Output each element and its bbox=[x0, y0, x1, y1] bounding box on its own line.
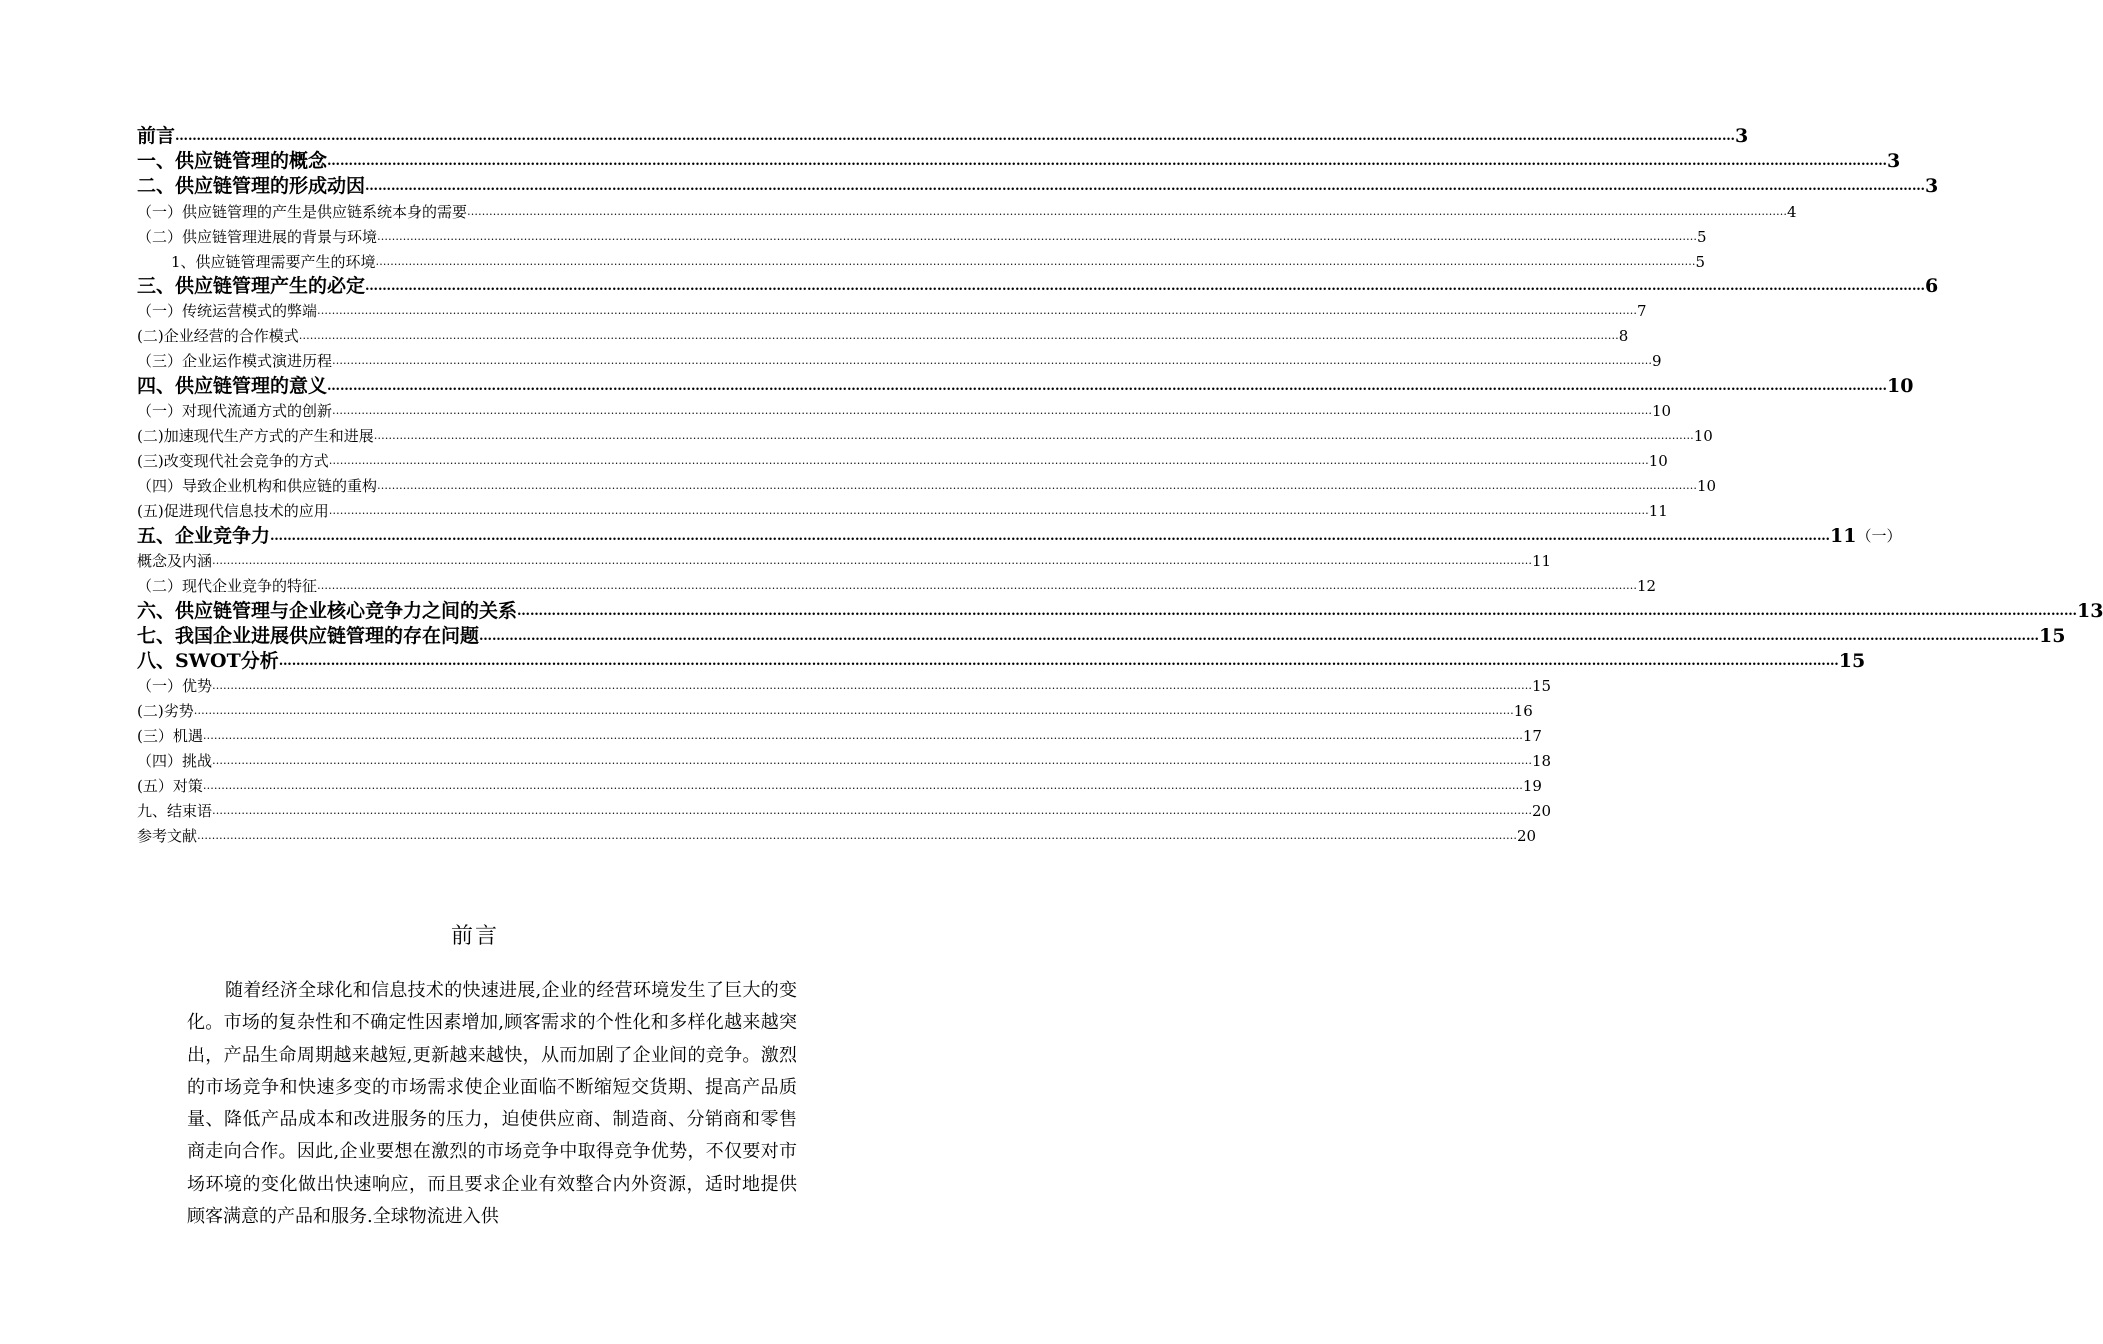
toc-entry-title: （二）供应链管理进展的背景与环境 bbox=[137, 228, 378, 246]
toc-leader-dots: ……………………………………………………………………………………………………………………………………………………………………………………………………………………………………………………………………………………………………………………………… bbox=[365, 179, 1926, 194]
toc-entry-page: 20 bbox=[1517, 827, 1537, 845]
toc-leader-dots: ……………………………………………………………………………………………………………………………………………………………………………………………………………………………………………………………………………………………………………………………… bbox=[375, 255, 1696, 268]
toc-entry-title: 八、SWOT分析 bbox=[137, 650, 279, 672]
toc-entry-title: （一）传统运营模式的弊端 bbox=[137, 302, 318, 320]
toc-entry-title: (五）对策 bbox=[137, 777, 203, 795]
toc-entry[interactable] bbox=[137, 524, 1902, 549]
toc-entry[interactable] bbox=[137, 350, 1662, 372]
toc-entry-page: 5 bbox=[1697, 228, 1707, 246]
toc-entry[interactable] bbox=[137, 475, 1717, 497]
toc-entry[interactable] bbox=[137, 624, 2066, 649]
toc-entry[interactable] bbox=[137, 274, 1939, 299]
toc-entry[interactable] bbox=[171, 251, 1706, 273]
toc-entry[interactable] bbox=[137, 800, 1552, 822]
toc-leader-dots: ……………………………………………………………………………………………………………………………………………………………………………………………………………………………………………………………………………………………………………………………… bbox=[327, 379, 1888, 394]
toc-leader-dots: ……………………………………………………………………………………………………………………………………………………………………………………………………………………………………………………………………………………………………………………………… bbox=[328, 454, 1649, 467]
toc-entry[interactable] bbox=[137, 550, 1552, 572]
toc-entry[interactable] bbox=[137, 300, 1647, 322]
toc-entry[interactable] bbox=[137, 775, 1542, 797]
toc-entry-title: (二)劣势 bbox=[137, 702, 194, 720]
toc-entry-page: 7 bbox=[1637, 302, 1647, 320]
toc-entry-page: 5 bbox=[1695, 253, 1706, 271]
toc-entry[interactable] bbox=[137, 124, 1749, 149]
toc-entry-page: 19 bbox=[1522, 777, 1542, 795]
toc-entry-page: 15 bbox=[1838, 650, 1866, 672]
toc-entry-title: (二)企业经营的合作模式 bbox=[137, 327, 299, 345]
toc-entry-page: 12 bbox=[1637, 577, 1657, 595]
toc-leader-dots: ……………………………………………………………………………………………………………………………………………………………………………………………………………………………………………………………………………………………………………………………… bbox=[212, 679, 1533, 692]
toc-leader-dots: ……………………………………………………………………………………………………………………………………………………………………………………………………………………………………………………………………………………………………………………………… bbox=[317, 579, 1638, 592]
toc-entry-page: 6 bbox=[1925, 275, 1939, 297]
toc-entry-page: 20 bbox=[1532, 802, 1552, 820]
toc-leader-dots: ……………………………………………………………………………………………………………………………………………………………………………………………………………………………………………………………………………………………………………………………… bbox=[373, 429, 1694, 442]
toc-entry-page: 3 bbox=[1887, 150, 1901, 172]
toc-entry-title: 概念及内涵 bbox=[137, 552, 213, 570]
toc-entry[interactable] bbox=[137, 425, 1713, 447]
toc-entry-page: 10 bbox=[1693, 427, 1713, 445]
toc-entry[interactable] bbox=[137, 700, 1533, 722]
toc-entry-title: 三、供应链管理产生的必定 bbox=[137, 275, 366, 297]
toc-entry[interactable] bbox=[137, 201, 1797, 223]
toc-leader-dots: ……………………………………………………………………………………………………………………………………………………………………………………………………………………………………………………………………………………………………………………………… bbox=[298, 329, 1619, 342]
toc-entry-title: 参考文献 bbox=[137, 827, 198, 845]
toc-entry[interactable] bbox=[137, 649, 1866, 674]
toc-entry[interactable] bbox=[137, 400, 1672, 422]
toc-entry-title: (三）机遇 bbox=[137, 727, 203, 745]
toc-entry[interactable] bbox=[137, 825, 1537, 847]
toc-entry[interactable] bbox=[137, 725, 1542, 747]
intro-paragraph: 随着经济全球化和信息技术的快速进展,企业的经营环境发生了巨大的变化。市场的复杂性和不确定性因素增加,顾客需求的个性化和多样化越来越突出，产品生命周期越来越短,更新越来越快，从而加剧了企业间的竞争。激烈的市场竞争和快速多变的市场需求使企业面临不断缩短交货期、提高产品质量、降低产品成本和改进服务的压力，迫使供应商、制造商、分销商和零售商走向合作。因此,企业要想在激烈的市场竞争中取得竞争优势，不仅要对市场环境的变化做出快速响应，而且要求企业有效整合内外资源，适时地提供顾客满意的产品和服务.全球物流进入供 bbox=[187, 980, 797, 1228]
toc-entry-title: （一）对现代流通方式的创新 bbox=[137, 402, 333, 420]
toc-leader-dots: ……………………………………………………………………………………………………………………………………………………………………………………………………………………………………………………………………………………………………………………………… bbox=[467, 205, 1788, 218]
toc-entry[interactable] bbox=[137, 500, 1668, 522]
toc-entry-title: （一）供应链管理的产生是供应链系统本身的需要 bbox=[137, 203, 468, 221]
toc-entry-title: (五)促进现代信息技术的应用 bbox=[137, 502, 329, 520]
toc-entry-page: 11 bbox=[1830, 525, 1857, 547]
toc-leader-dots: ……………………………………………………………………………………………………………………………………………………………………………………………………………………………………………………………………………………………………………………………… bbox=[175, 129, 1736, 144]
toc-entry-title: 一、供应链管理的概念 bbox=[137, 150, 328, 172]
toc-leader-dots: ……………………………………………………………………………………………………………………………………………………………………………………………………………………………………………………………………………………………………………………………… bbox=[332, 404, 1653, 417]
toc-entry-page: 4 bbox=[1787, 203, 1797, 221]
toc-entry[interactable] bbox=[137, 675, 1552, 697]
toc-entry-title: (三)改变现代社会竞争的方式 bbox=[137, 452, 329, 470]
toc-leader-dots: ……………………………………………………………………………………………………………………………………………………………………………………………………………………………………………………………………………………………………………………………… bbox=[212, 754, 1533, 767]
toc-entry[interactable] bbox=[137, 750, 1552, 772]
toc-entry-title: （二）现代企业竞争的特征 bbox=[137, 577, 318, 595]
toc-entry[interactable] bbox=[137, 450, 1668, 472]
toc-entry-title: 前言 bbox=[137, 125, 176, 147]
toc-entry-page: 10 bbox=[1648, 452, 1668, 470]
toc-entry-page: 10 bbox=[1697, 477, 1717, 495]
toc-leader-dots: ……………………………………………………………………………………………………………………………………………………………………………………………………………………………………………………………………………………………………………………………… bbox=[270, 529, 1831, 544]
toc-entry-title: 九、结束语 bbox=[137, 802, 213, 820]
toc-entry-page: 8 bbox=[1618, 327, 1629, 345]
section-heading: 前言 bbox=[450, 924, 499, 949]
toc-entry[interactable] bbox=[137, 575, 1657, 597]
toc-entry-page: 15 bbox=[1532, 677, 1552, 695]
toc-leader-dots: ……………………………………………………………………………………………………………………………………………………………………………………………………………………………………………………………………………………………………………………………… bbox=[212, 804, 1533, 817]
toc-entry-page: 3 bbox=[1735, 125, 1749, 147]
toc-leader-dots: ……………………………………………………………………………………………………………………………………………………………………………………………………………………………………………………………………………………………………………………………… bbox=[377, 479, 1698, 492]
toc-entry-title: （四）导致企业机构和供应链的重构 bbox=[137, 477, 378, 495]
toc-entry-page: 13 bbox=[2077, 600, 2103, 622]
toc-leader-dots: ……………………………………………………………………………………………………………………………………………………………………………………………………………………………………………………………………………………………………………………………… bbox=[202, 779, 1523, 792]
toc-entry-title: 七、我国企业进展供应链管理的存在问题 bbox=[137, 625, 480, 647]
toc-leader-dots: ……………………………………………………………………………………………………………………………………………………………………………………………………………………………………………………………………………………………………………………………… bbox=[193, 704, 1514, 717]
toc-entry-page: 10 bbox=[1652, 402, 1672, 420]
toc-entry[interactable] bbox=[137, 374, 1914, 399]
toc-entry[interactable] bbox=[137, 599, 2103, 624]
toc-entry-title: 四、供应链管理的意义 bbox=[137, 375, 328, 397]
toc-entry-title: 1、供应链管理需要产生的环境 bbox=[171, 253, 376, 271]
toc-entry-title: (二)加速现代生产方式的产生和进展 bbox=[137, 427, 374, 445]
toc-entry[interactable] bbox=[137, 226, 1707, 248]
toc-leader-dots: ……………………………………………………………………………………………………………………………………………………………………………………………………………………………………………………………………………………………………………………………… bbox=[332, 354, 1653, 367]
toc-entry-title: （一）优势 bbox=[137, 677, 213, 695]
toc-entry[interactable] bbox=[137, 174, 1939, 199]
toc-leader-dots: ……………………………………………………………………………………………………………………………………………………………………………………………………………………………………………………………………………………………………………………………… bbox=[517, 604, 2078, 619]
toc-entry-title: （三）企业运作模式演进历程 bbox=[137, 352, 333, 370]
toc-entry-title: 二、供应链管理的形成动因 bbox=[137, 175, 366, 197]
toc-leader-dots: ……………………………………………………………………………………………………………………………………………………………………………………………………………………………………………………………………………………………………………………………… bbox=[327, 154, 1888, 169]
toc-entry-page: 10 bbox=[1887, 375, 1914, 397]
toc-entry[interactable] bbox=[137, 325, 1629, 347]
toc-leader-dots: ……………………………………………………………………………………………………………………………………………………………………………………………………………………………………………………………………………………………………………………………… bbox=[278, 654, 1839, 669]
toc-leader-dots: ……………………………………………………………………………………………………………………………………………………………………………………………………………………………………………………………………………………………………………………………… bbox=[377, 230, 1698, 243]
toc-entry-page: 3 bbox=[1925, 175, 1939, 197]
toc-entry-page: 16 bbox=[1513, 702, 1533, 720]
toc-entry-title: 六、供应链管理与企业核心竞争力之间的关系 bbox=[137, 600, 518, 622]
toc-leader-dots: ……………………………………………………………………………………………………………………………………………………………………………………………………………………………………………………………………………………………………………………………… bbox=[365, 279, 1926, 294]
toc-entry-page: 11 bbox=[1648, 502, 1668, 520]
toc-entry-title: 五、企业竞争力 bbox=[137, 525, 271, 547]
toc-leader-dots: ……………………………………………………………………………………………………………………………………………………………………………………………………………………………………………………………………………………………………………………………… bbox=[197, 829, 1518, 842]
toc-leader-dots: ……………………………………………………………………………………………………………………………………………………………………………………………………………………………………………………………………………………………………………………………… bbox=[479, 629, 2040, 644]
toc-leader-dots: ……………………………………………………………………………………………………………………………………………………………………………………………………………………………………………………………………………………………………………………………… bbox=[212, 554, 1533, 567]
toc-entry-page: 9 bbox=[1652, 352, 1662, 370]
toc-entry-page: 15 bbox=[2039, 625, 2066, 647]
toc-entry-page: 17 bbox=[1522, 727, 1542, 745]
toc-entry[interactable] bbox=[137, 149, 1901, 174]
toc-leader-dots: ……………………………………………………………………………………………………………………………………………………………………………………………………………………………………………………………………………………………………………………………… bbox=[328, 504, 1649, 517]
toc-entry-page: 11 bbox=[1532, 552, 1552, 570]
toc-entry-overflow-text: （一） bbox=[1856, 527, 1902, 545]
toc-entry-page: 18 bbox=[1532, 752, 1552, 770]
toc-entry-title: （四）挑战 bbox=[137, 752, 213, 770]
toc-leader-dots: ……………………………………………………………………………………………………………………………………………………………………………………………………………………………………………………………………………………………………………………………… bbox=[317, 304, 1638, 317]
toc-leader-dots: ……………………………………………………………………………………………………………………………………………………………………………………………………………………………………………………………………………………………………………………………… bbox=[202, 729, 1523, 742]
